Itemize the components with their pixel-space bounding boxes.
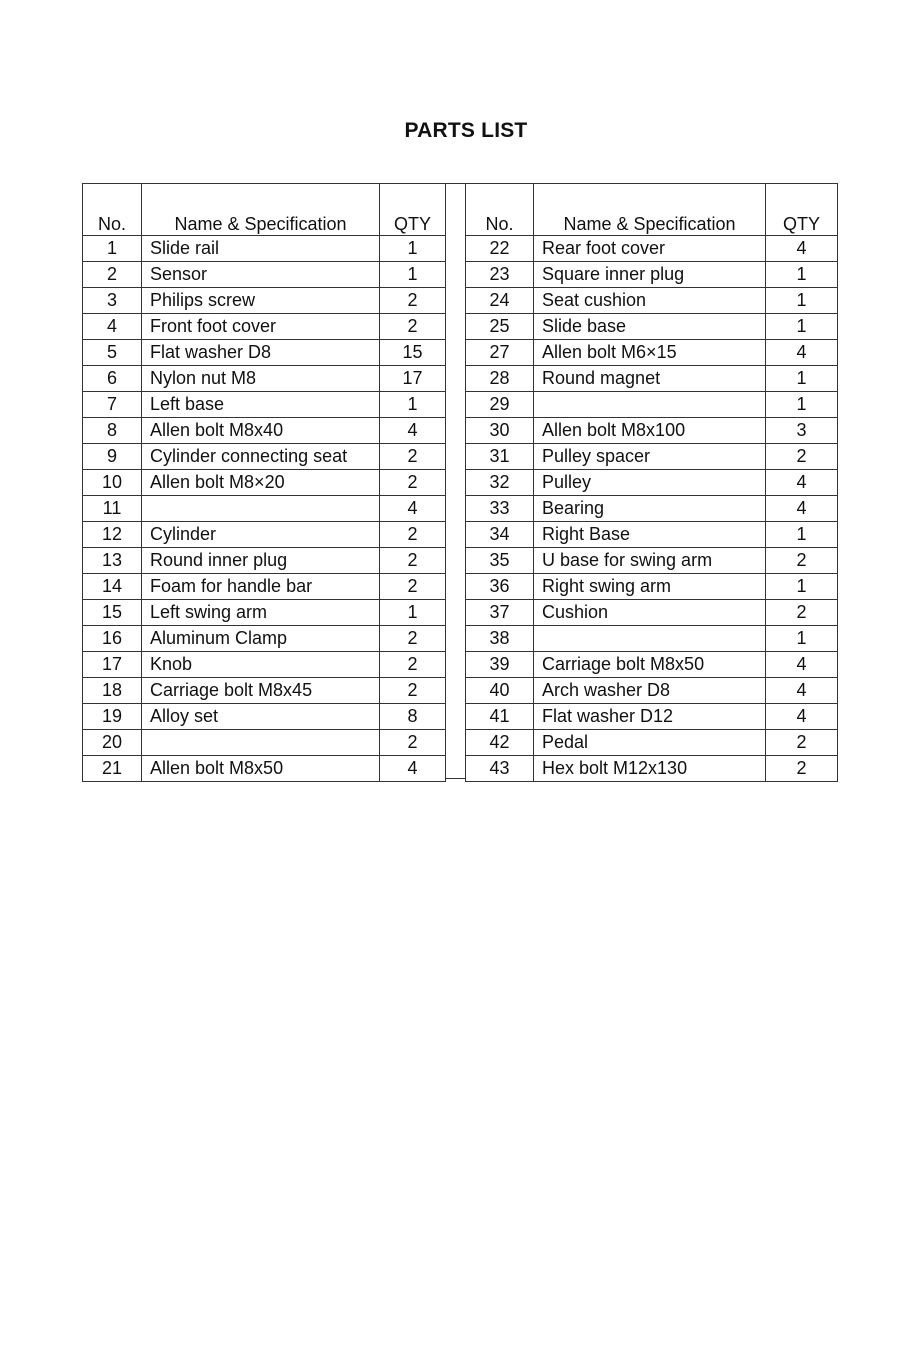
part-number: 3	[83, 288, 142, 314]
part-quantity: 4	[380, 418, 446, 444]
part-quantity: 1	[380, 392, 446, 418]
part-number: 21	[83, 756, 142, 782]
table-row	[83, 262, 446, 288]
part-name: Round inner plug	[142, 548, 380, 574]
table-row	[466, 548, 838, 574]
part-name: Pedal	[534, 730, 766, 756]
table-row	[466, 314, 838, 340]
part-name: Alloy set	[142, 704, 380, 730]
part-number: 42	[466, 730, 534, 756]
part-quantity: 2	[380, 470, 446, 496]
part-name	[534, 392, 766, 418]
part-number: 1	[83, 236, 142, 262]
part-quantity: 15	[380, 340, 446, 366]
parts-table-left-body	[83, 236, 446, 782]
part-number: 19	[83, 704, 142, 730]
part-quantity: 4	[380, 756, 446, 782]
part-number: 6	[83, 366, 142, 392]
part-quantity: 8	[380, 704, 446, 730]
table-row	[83, 470, 446, 496]
part-quantity: 2	[766, 600, 838, 626]
part-number: 38	[466, 626, 534, 652]
part-name: Knob	[142, 652, 380, 678]
part-quantity: 2	[380, 314, 446, 340]
part-number: 36	[466, 574, 534, 600]
part-number: 27	[466, 340, 534, 366]
part-quantity: 1	[380, 236, 446, 262]
part-quantity: 1	[766, 522, 838, 548]
part-number: 11	[83, 496, 142, 522]
table-row	[83, 236, 446, 262]
part-name: Foam for handle bar	[142, 574, 380, 600]
part-name: Nylon nut M8	[142, 366, 380, 392]
part-quantity: 2	[766, 548, 838, 574]
part-name: Hex bolt M12x130	[534, 756, 766, 782]
table-row	[83, 392, 446, 418]
page-title: PARTS LIST	[404, 119, 528, 142]
part-quantity: 1	[766, 366, 838, 392]
part-quantity: 2	[766, 756, 838, 782]
part-quantity: 4	[766, 470, 838, 496]
table-row	[466, 600, 838, 626]
table-row	[466, 470, 838, 496]
part-name: Rear foot cover	[534, 236, 766, 262]
table-row	[83, 288, 446, 314]
part-quantity: 2	[380, 626, 446, 652]
table-row	[466, 366, 838, 392]
part-number: 5	[83, 340, 142, 366]
part-number: 24	[466, 288, 534, 314]
part-quantity: 2	[380, 678, 446, 704]
table-row	[83, 626, 446, 652]
part-number: 2	[83, 262, 142, 288]
part-quantity: 2	[380, 288, 446, 314]
table-row	[83, 756, 446, 782]
part-name: Round magnet	[534, 366, 766, 392]
part-name: Allen bolt M8×20	[142, 470, 380, 496]
part-number: 10	[83, 470, 142, 496]
part-number: 4	[83, 314, 142, 340]
part-quantity: 2	[766, 730, 838, 756]
part-number: 32	[466, 470, 534, 496]
header-row	[83, 184, 446, 236]
part-number: 13	[83, 548, 142, 574]
part-number: 39	[466, 652, 534, 678]
table-row	[83, 418, 446, 444]
part-name: Carriage bolt M8x50	[534, 652, 766, 678]
table-row	[466, 652, 838, 678]
part-quantity: 2	[380, 730, 446, 756]
part-name: Pulley spacer	[534, 444, 766, 470]
header-row	[466, 184, 838, 236]
part-number: 17	[83, 652, 142, 678]
part-number: 14	[83, 574, 142, 600]
part-quantity: 1	[766, 262, 838, 288]
part-number: 28	[466, 366, 534, 392]
part-quantity: 1	[766, 626, 838, 652]
part-number: 37	[466, 600, 534, 626]
part-name: Philips screw	[142, 288, 380, 314]
table-row	[466, 340, 838, 366]
parts-table-right	[465, 183, 838, 782]
part-name: Slide rail	[142, 236, 380, 262]
part-quantity: 4	[766, 340, 838, 366]
header-no: No.	[466, 184, 534, 236]
part-quantity: 2	[380, 574, 446, 600]
part-name: U base for swing arm	[534, 548, 766, 574]
part-name: Left swing arm	[142, 600, 380, 626]
table-row	[466, 574, 838, 600]
part-quantity: 2	[380, 652, 446, 678]
table-row	[83, 444, 446, 470]
part-name	[142, 496, 380, 522]
part-name: Square inner plug	[534, 262, 766, 288]
part-name: Front foot cover	[142, 314, 380, 340]
part-number: 31	[466, 444, 534, 470]
part-name: Carriage bolt M8x45	[142, 678, 380, 704]
header-qty: QTY	[380, 184, 446, 236]
part-quantity: 17	[380, 366, 446, 392]
part-name: Arch washer D8	[534, 678, 766, 704]
table-row	[466, 704, 838, 730]
part-name: Pulley	[534, 470, 766, 496]
part-number: 30	[466, 418, 534, 444]
table-row	[466, 730, 838, 756]
part-name: Allen bolt M6×15	[534, 340, 766, 366]
header-name: Name & Specification	[534, 184, 766, 236]
part-number: 29	[466, 392, 534, 418]
part-quantity: 1	[766, 574, 838, 600]
table-row	[83, 314, 446, 340]
part-number: 40	[466, 678, 534, 704]
part-number: 18	[83, 678, 142, 704]
part-quantity: 2	[380, 444, 446, 470]
part-name: Flat washer D12	[534, 704, 766, 730]
part-quantity: 4	[766, 652, 838, 678]
part-number: 41	[466, 704, 534, 730]
part-name: Slide base	[534, 314, 766, 340]
part-name: Allen bolt M8x50	[142, 756, 380, 782]
part-name: Right Base	[534, 522, 766, 548]
table-row	[466, 678, 838, 704]
part-name: Aluminum Clamp	[142, 626, 380, 652]
part-quantity: 2	[380, 548, 446, 574]
part-number: 35	[466, 548, 534, 574]
part-number: 9	[83, 444, 142, 470]
part-quantity: 2	[380, 522, 446, 548]
table-row	[83, 340, 446, 366]
table-row	[466, 522, 838, 548]
part-number: 43	[466, 756, 534, 782]
part-number: 25	[466, 314, 534, 340]
table-row	[83, 522, 446, 548]
table-row	[466, 418, 838, 444]
part-name: Sensor	[142, 262, 380, 288]
part-number: 34	[466, 522, 534, 548]
part-name	[534, 626, 766, 652]
table-row	[466, 756, 838, 782]
part-quantity: 4	[766, 678, 838, 704]
part-number: 16	[83, 626, 142, 652]
table-row	[83, 574, 446, 600]
parts-table-left	[82, 183, 446, 782]
parts-table-right-body	[466, 236, 838, 782]
table-row	[83, 704, 446, 730]
part-name: Bearing	[534, 496, 766, 522]
part-name: Flat washer D8	[142, 340, 380, 366]
table-row	[83, 366, 446, 392]
part-quantity: 4	[766, 496, 838, 522]
part-name: Cylinder connecting seat	[142, 444, 380, 470]
table-row	[466, 444, 838, 470]
header-name: Name & Specification	[142, 184, 380, 236]
part-quantity: 1	[380, 262, 446, 288]
part-number: 12	[83, 522, 142, 548]
table-row	[83, 652, 446, 678]
table-gap	[445, 183, 465, 779]
table-row	[466, 288, 838, 314]
header-no: No.	[83, 184, 142, 236]
part-quantity: 1	[766, 314, 838, 340]
part-quantity: 1	[380, 600, 446, 626]
part-quantity: 3	[766, 418, 838, 444]
part-number: 22	[466, 236, 534, 262]
table-row	[83, 496, 446, 522]
part-name: Left base	[142, 392, 380, 418]
part-quantity: 1	[766, 392, 838, 418]
table-row	[466, 262, 838, 288]
part-name: Cushion	[534, 600, 766, 626]
part-name: Seat cushion	[534, 288, 766, 314]
part-name: Allen bolt M8x100	[534, 418, 766, 444]
part-number: 15	[83, 600, 142, 626]
part-number: 8	[83, 418, 142, 444]
part-name: Cylinder	[142, 522, 380, 548]
part-name: Allen bolt M8x40	[142, 418, 380, 444]
part-name: Right swing arm	[534, 574, 766, 600]
part-quantity: 4	[766, 704, 838, 730]
table-row	[466, 392, 838, 418]
part-number: 7	[83, 392, 142, 418]
table-row	[83, 600, 446, 626]
table-row	[83, 730, 446, 756]
part-quantity: 4	[766, 236, 838, 262]
part-quantity: 1	[766, 288, 838, 314]
part-quantity: 4	[380, 496, 446, 522]
part-number: 33	[466, 496, 534, 522]
table-row	[466, 626, 838, 652]
part-number: 23	[466, 262, 534, 288]
table-row	[466, 236, 838, 262]
part-name	[142, 730, 380, 756]
table-row	[83, 678, 446, 704]
table-row	[466, 496, 838, 522]
header-qty: QTY	[766, 184, 838, 236]
part-number: 20	[83, 730, 142, 756]
table-row	[83, 548, 446, 574]
part-quantity: 2	[766, 444, 838, 470]
